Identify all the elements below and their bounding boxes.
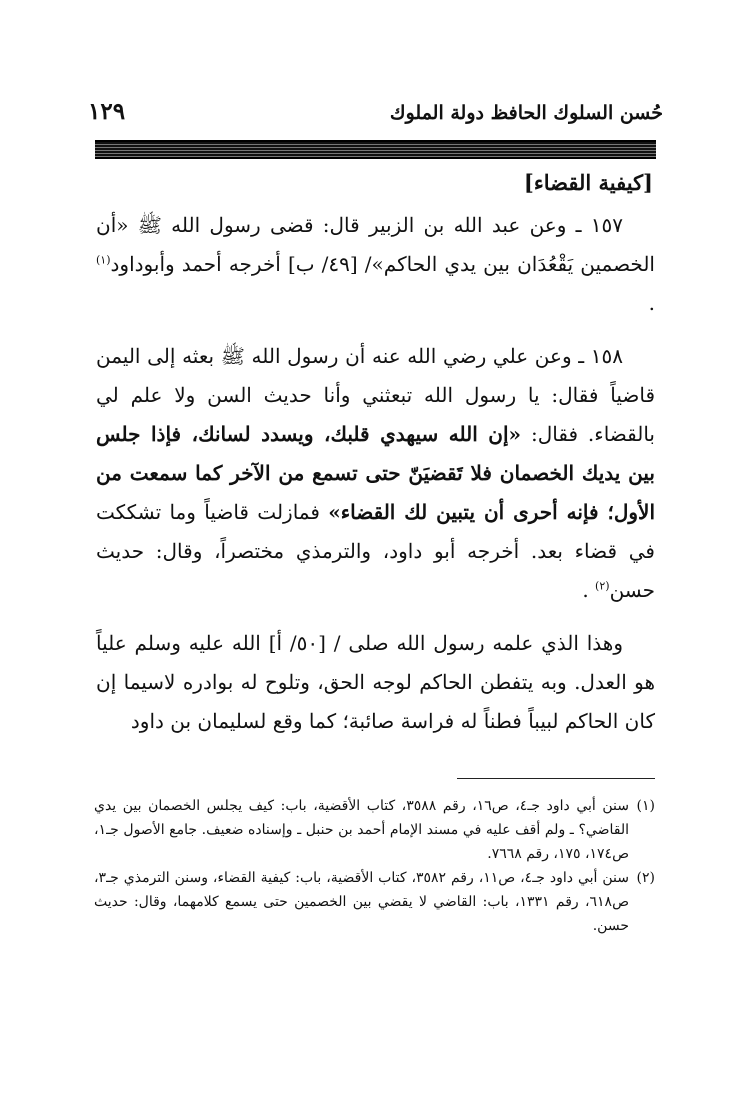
footnote-text: سنن أبي داود جـ٤، ص١١، رقم ٣٥٨٢، كتاب الأقضية، باب: كيفية القضاء، وسنن الترمذي جـ٣، ص٦١٨، رقم ١٣٣١، باب: القاضي لا يقضي بين الخصمين حتى يسمع كلامهما، وقال: حديث حسن. <box>94 870 629 934</box>
footnotes <box>94 794 655 938</box>
footnote-ref-1: (١) <box>96 253 111 267</box>
footnote-text: سنن أبي داود جـ٤، ص١٦، رقم ٣٥٨٨، كتاب الأقضية، باب: كيف يجلس الخصمان بين يدي القاضي؟ ـ ولم أقف عليه في مسند الإمام أحمد بن حنبل ـ وإسناده ضعيف. جامع الأصول جـ١، ص١٧٤، ١٧٥، رقم ٧٦٦٨. <box>94 798 629 862</box>
footnote-number: (٢) <box>636 870 655 886</box>
hadith-157-text: ١٥٧ ـ وعن عبد الله بن الزبير قال: قضى رسول الله ﷺ «أن الخصمين يَقْعُدَان بين يدي الحاكم»/ [٤٩/ ب] أخرجه أحمد وأبوداود <box>96 213 655 276</box>
footnote-2 <box>94 866 655 938</box>
main-text <box>96 206 655 755</box>
footnote-1 <box>94 794 655 866</box>
hadith-157 <box>96 206 655 323</box>
hadith-158 <box>96 337 655 610</box>
book-title: حُسن السلوك الحافظ دولة الملوك <box>389 102 663 124</box>
footnote-number: (١) <box>636 798 655 814</box>
hadith-158-rest: فمازلت قاضياً وما تشككت في قضاء بعد. أخرجه أبو داود، والترمذي مختصراً، وقال: حديث حسن <box>96 500 655 602</box>
hadith-158-end: . <box>582 578 596 602</box>
running-head <box>88 98 663 138</box>
page-number: ١٢٩ <box>88 98 126 125</box>
hadith-158-quote: «إن الله سيهدي قلبك، ويسدد لسانك، فإذا جلس بين يديك الخصمان فلا تَقضيَنّ حتى تسمع من الآخر كما سمعت من الأول؛ فإنه أحرى أن يتبين لك القضاء» <box>96 422 656 524</box>
footnote-rule <box>457 778 655 779</box>
footnote-ref-2: (٢) <box>595 579 610 593</box>
hadith-157-end: . <box>648 291 655 315</box>
header-rule <box>95 140 656 159</box>
hadith-158-intro: ١٥٨ ـ وعن علي رضي الله عنه أن رسول الله ﷺ بعثه إلى اليمن قاضياً فقال: يا رسول الله تبعثني وأنا حديث السن ولا علم لي بالقضاء. فقال: <box>96 344 656 446</box>
section-heading: [كيفية القضاء] <box>523 170 653 195</box>
conclusion-paragraph: وهذا الذي علمه رسول الله صلى / [٥٠/ أ] الله عليه وسلم علياً هو العدل. وبه يتفطن الحاكم لوجه الحق، وتلوح له بوادره لاسيما إن كان الحاكم لبيباً فطناً له فراسة صائبة؛ كما وقع لسليمان بن داود <box>96 631 655 733</box>
